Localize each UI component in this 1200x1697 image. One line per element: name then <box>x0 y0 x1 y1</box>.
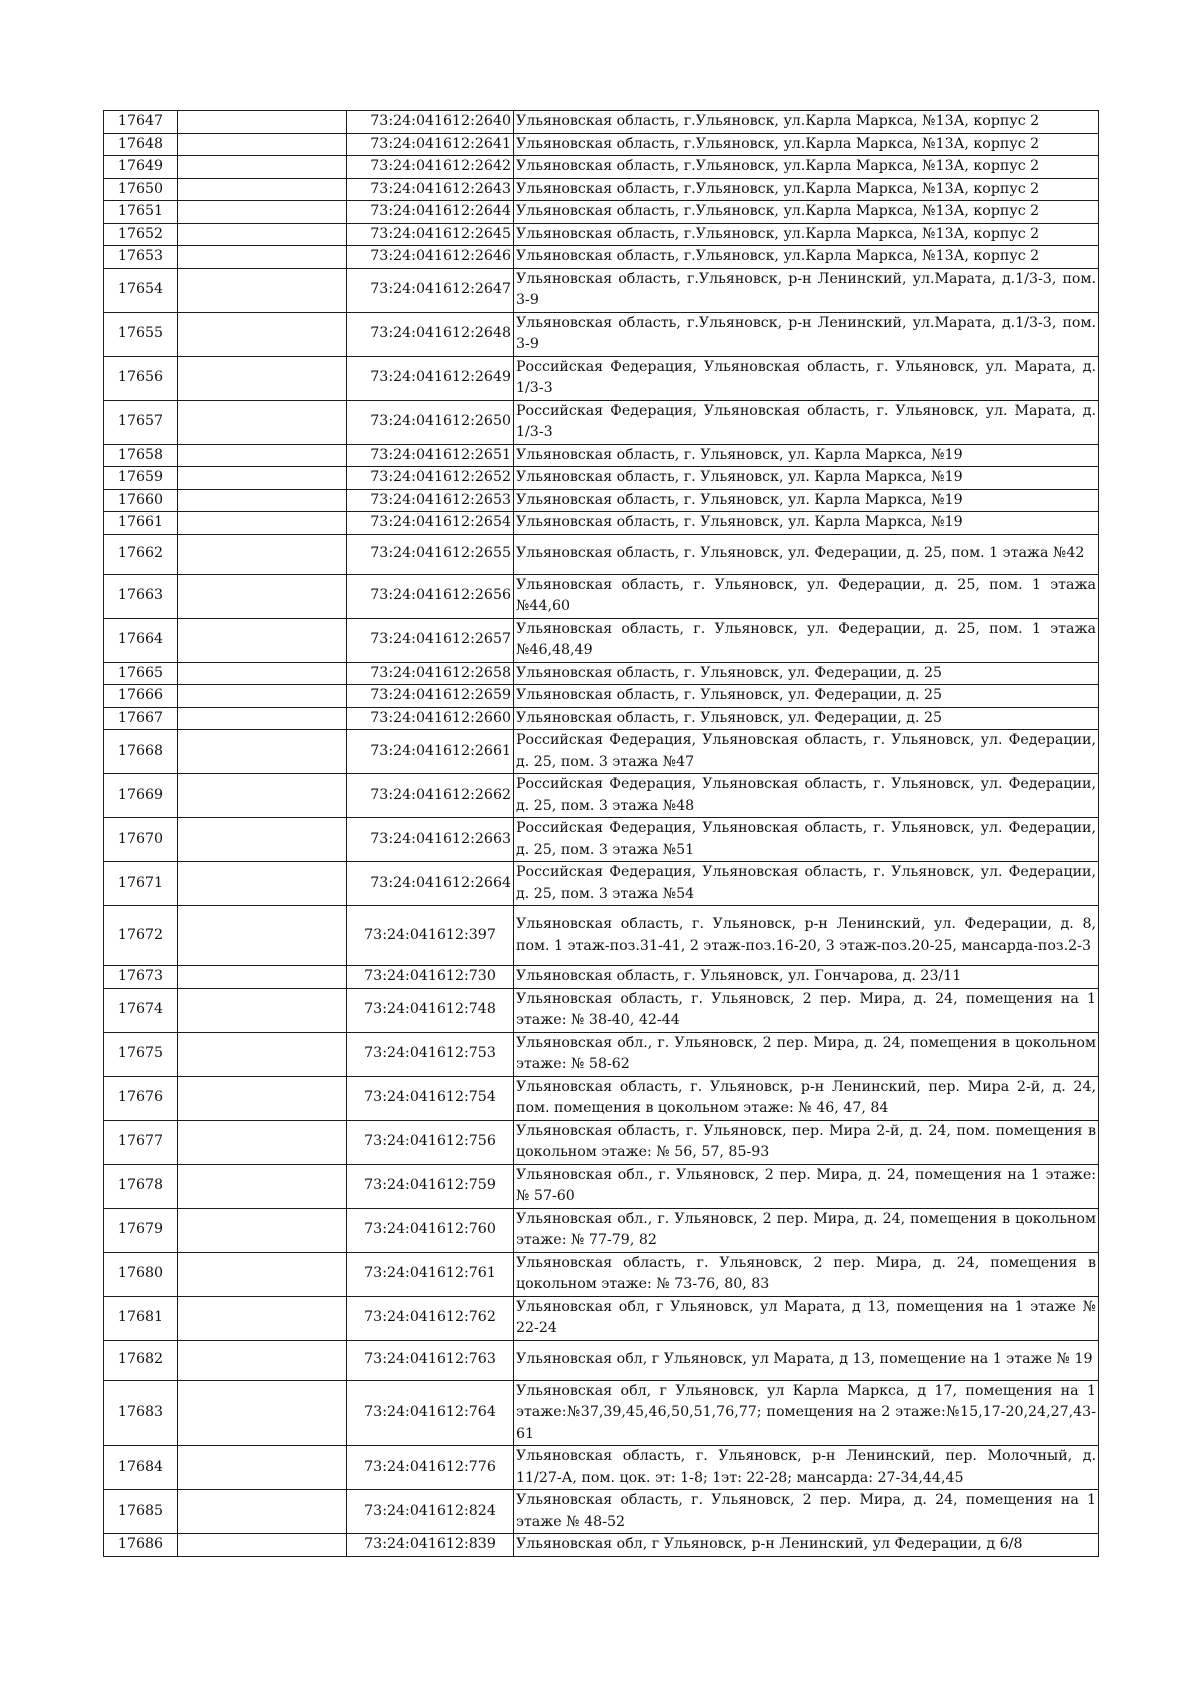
table-row <box>104 246 1099 269</box>
cadastral-number-cell: 73:24:041612:2662 <box>347 774 514 818</box>
table-row <box>104 966 1099 989</box>
address-cell: Ульяновская область, г. Ульяновск, пер. Мира 2-й, д. 24, пом. помещения в цокольном этаже: № 56, 57, 85-93 <box>514 1120 1099 1164</box>
empty-cell <box>178 1340 347 1380</box>
address-cell: Ульяновская область, г. Ульяновск, 2 пер. Мира, д. 24, помещения на 1 этаже № 48-52 <box>514 1490 1099 1534</box>
table-row <box>104 1032 1099 1076</box>
table-row <box>104 201 1099 224</box>
cadastral-number-cell: 73:24:041612:2664 <box>347 862 514 906</box>
address-cell: Ульяновская область, г. Ульяновск, ул. Карла Маркса, №19 <box>514 512 1099 535</box>
table-row <box>104 685 1099 708</box>
row-number-cell: 17670 <box>104 818 178 862</box>
empty-cell <box>178 111 347 134</box>
empty-cell <box>178 574 347 618</box>
empty-cell <box>178 1164 347 1208</box>
row-number-cell: 17650 <box>104 178 178 201</box>
address-cell: Ульяновская область, г.Ульяновск, ул.Карла Маркса, №13А, корпус 2 <box>514 133 1099 156</box>
address-cell: Ульяновская область, г.Ульяновск, ул.Карла Маркса, №13А, корпус 2 <box>514 223 1099 246</box>
cadastral-number-cell: 73:24:041612:2643 <box>347 178 514 201</box>
cadastral-number-cell: 73:24:041612:2656 <box>347 574 514 618</box>
row-number-cell: 17665 <box>104 662 178 685</box>
cadastral-number-cell: 73:24:041612:2659 <box>347 685 514 708</box>
table-row <box>104 512 1099 535</box>
row-number-cell: 17680 <box>104 1252 178 1296</box>
empty-cell <box>178 512 347 535</box>
empty-cell <box>178 618 347 662</box>
cadastral-number-cell: 73:24:041612:754 <box>347 1076 514 1120</box>
table-row <box>104 1164 1099 1208</box>
address-cell: Ульяновская область, г.Ульяновск, р-н Ленинский, ул.Марата, д.1/3-3, пом. 3-9 <box>514 312 1099 356</box>
address-cell: Ульяновская обл., г. Ульяновск, 2 пер. Мира, д. 24, помещения в цокольном этаже: № 58-62 <box>514 1032 1099 1076</box>
table-row <box>104 1120 1099 1164</box>
cadastral-number-cell: 73:24:041612:2648 <box>347 312 514 356</box>
table-row <box>104 1446 1099 1490</box>
table-row <box>104 988 1099 1032</box>
row-number-cell: 17661 <box>104 512 178 535</box>
address-cell: Ульяновская область, г. Ульяновск, ул. Федерации, д. 25 <box>514 662 1099 685</box>
cadastral-number-cell: 73:24:041612:2653 <box>347 489 514 512</box>
cadastral-number-cell: 73:24:041612:2663 <box>347 818 514 862</box>
document-page <box>103 110 1098 1557</box>
cadastral-number-cell: 73:24:041612:2646 <box>347 246 514 269</box>
table-row <box>104 730 1099 774</box>
table-row <box>104 356 1099 400</box>
row-number-cell: 17664 <box>104 618 178 662</box>
empty-cell <box>178 1534 347 1557</box>
empty-cell <box>178 156 347 179</box>
empty-cell <box>178 662 347 685</box>
empty-cell <box>178 1120 347 1164</box>
cadastral-number-cell: 73:24:041612:730 <box>347 966 514 989</box>
empty-cell <box>178 312 347 356</box>
address-cell: Ульяновская область, г. Ульяновск, р-н Ленинский, пер. Мира 2-й, д. 24, пом. помещения в цокольном этаже: № 46, 47, 84 <box>514 1076 1099 1120</box>
empty-cell <box>178 178 347 201</box>
address-cell: Ульяновская область, г. Ульяновск, ул. Федерации, д. 25 <box>514 685 1099 708</box>
row-number-cell: 17673 <box>104 966 178 989</box>
row-number-cell: 17677 <box>104 1120 178 1164</box>
table-row <box>104 111 1099 134</box>
address-cell: Российская Федерация, Ульяновская область, г. Ульяновск, ул. Федерации, д. 25, пом. 3 этажа №48 <box>514 774 1099 818</box>
address-cell: Ульяновская область, г. Ульяновск, ул. Карла Маркса, №19 <box>514 489 1099 512</box>
address-cell: Ульяновская область, г.Ульяновск, ул.Карла Маркса, №13А, корпус 2 <box>514 111 1099 134</box>
cadastral-number-cell: 73:24:041612:776 <box>347 1446 514 1490</box>
cadastral-number-cell: 73:24:041612:759 <box>347 1164 514 1208</box>
address-cell: Ульяновская область, г.Ульяновск, ул.Карла Маркса, №13А, корпус 2 <box>514 246 1099 269</box>
cadastral-number-cell: 73:24:041612:756 <box>347 1120 514 1164</box>
cadastral-number-cell: 73:24:041612:762 <box>347 1296 514 1340</box>
row-number-cell: 17668 <box>104 730 178 774</box>
table-row <box>104 534 1099 574</box>
empty-cell <box>178 1296 347 1340</box>
address-cell: Ульяновская область, г. Ульяновск, ул. Карла Маркса, №19 <box>514 444 1099 467</box>
row-number-cell: 17658 <box>104 444 178 467</box>
empty-cell <box>178 1380 347 1446</box>
empty-cell <box>178 774 347 818</box>
table-row <box>104 223 1099 246</box>
empty-cell <box>178 534 347 574</box>
address-cell: Российская Федерация, Ульяновская область, г. Ульяновск, ул. Марата, д. 1/3-3 <box>514 400 1099 444</box>
cadastral-number-cell: 73:24:041612:2644 <box>347 201 514 224</box>
row-number-cell: 17683 <box>104 1380 178 1446</box>
cadastral-number-cell: 73:24:041612:824 <box>347 1490 514 1534</box>
table-row <box>104 400 1099 444</box>
empty-cell <box>178 223 347 246</box>
table-row <box>104 156 1099 179</box>
row-number-cell: 17666 <box>104 685 178 708</box>
table-row <box>104 1296 1099 1340</box>
address-cell: Ульяновская область, г. Ульяновск, ул. Федерации, д. 25, пом. 1 этажа №44,60 <box>514 574 1099 618</box>
address-cell: Ульяновская обл, г Ульяновск, р-н Ленинский, ул Федерации, д 6/8 <box>514 1534 1099 1557</box>
cadastral-number-cell: 73:24:041612:839 <box>347 1534 514 1557</box>
address-cell: Ульяновская обл, г Ульяновск, ул Марата, д 13, помещения на 1 этаже № 22-24 <box>514 1296 1099 1340</box>
table-row <box>104 906 1099 966</box>
row-number-cell: 17651 <box>104 201 178 224</box>
address-cell: Ульяновская область, г. Ульяновск, р-н Ленинский, пер. Молочный, д. 11/27-А, пом. цок. эт: 1-8; 1эт: 22-28; мансарда: 27-34,44,45 <box>514 1446 1099 1490</box>
address-cell: Ульяновская область, г. Ульяновск, 2 пер. Мира, д. 24, помещения в цокольном этаже: № 73-76, 80, 83 <box>514 1252 1099 1296</box>
row-number-cell: 17653 <box>104 246 178 269</box>
empty-cell <box>178 1208 347 1252</box>
empty-cell <box>178 685 347 708</box>
table-row <box>104 574 1099 618</box>
row-number-cell: 17647 <box>104 111 178 134</box>
row-number-cell: 17669 <box>104 774 178 818</box>
address-cell: Российская Федерация, Ульяновская область, г. Ульяновск, ул. Федерации, д. 25, пом. 3 этажа №54 <box>514 862 1099 906</box>
cadastral-number-cell: 73:24:041612:761 <box>347 1252 514 1296</box>
address-cell: Ульяновская обл, г Ульяновск, ул Карла Маркса, д 17, помещения на 1 этаже:№37,39,45,46,50,51,76,77; помещения на 2 этаже:№15,17-20,24,27,43-61 <box>514 1380 1099 1446</box>
table-row <box>104 1534 1099 1557</box>
address-cell: Ульяновская область, г. Ульяновск, ул. Карла Маркса, №19 <box>514 467 1099 490</box>
empty-cell <box>178 1076 347 1120</box>
table-row <box>104 312 1099 356</box>
cadastral-number-cell: 73:24:041612:2651 <box>347 444 514 467</box>
row-number-cell: 17663 <box>104 574 178 618</box>
table-row <box>104 1252 1099 1296</box>
address-cell: Ульяновская область, г. Ульяновск, ул. Федерации, д. 25 <box>514 707 1099 730</box>
empty-cell <box>178 1490 347 1534</box>
row-number-cell: 17675 <box>104 1032 178 1076</box>
address-cell: Ульяновская область, г.Ульяновск, ул.Карла Маркса, №13А, корпус 2 <box>514 201 1099 224</box>
cadastral-number-cell: 73:24:041612:763 <box>347 1340 514 1380</box>
row-number-cell: 17686 <box>104 1534 178 1557</box>
cadastral-number-cell: 73:24:041612:2652 <box>347 467 514 490</box>
row-number-cell: 17671 <box>104 862 178 906</box>
table-row <box>104 862 1099 906</box>
table-row <box>104 444 1099 467</box>
cadastral-number-cell: 73:24:041612:2661 <box>347 730 514 774</box>
row-number-cell: 17648 <box>104 133 178 156</box>
table-row <box>104 268 1099 312</box>
address-cell: Ульяновская область, г. Ульяновск, 2 пер. Мира, д. 24, помещения на 1 этаже: № 38-40, 42-44 <box>514 988 1099 1032</box>
table-row <box>104 774 1099 818</box>
row-number-cell: 17660 <box>104 489 178 512</box>
cadastral-number-cell: 73:24:041612:753 <box>347 1032 514 1076</box>
address-cell: Ульяновская область, г.Ульяновск, р-н Ленинский, ул.Марата, д.1/3-3, пом. 3-9 <box>514 268 1099 312</box>
table-row <box>104 618 1099 662</box>
empty-cell <box>178 444 347 467</box>
address-cell: Ульяновская область, г.Ульяновск, ул.Карла Маркса, №13А, корпус 2 <box>514 178 1099 201</box>
table-row <box>104 707 1099 730</box>
empty-cell <box>178 268 347 312</box>
address-cell: Ульяновская область, г.Ульяновск, ул.Карла Маркса, №13А, корпус 2 <box>514 156 1099 179</box>
table-row <box>104 133 1099 156</box>
row-number-cell: 17652 <box>104 223 178 246</box>
empty-cell <box>178 1252 347 1296</box>
empty-cell <box>178 1032 347 1076</box>
cadastral-number-cell: 73:24:041612:2658 <box>347 662 514 685</box>
address-cell: Ульяновская обл, г Ульяновск, ул Марата, д 13, помещение на 1 этаже № 19 <box>514 1340 1099 1380</box>
cadastral-number-cell: 73:24:041612:2657 <box>347 618 514 662</box>
row-number-cell: 17674 <box>104 988 178 1032</box>
empty-cell <box>178 489 347 512</box>
cadastral-number-cell: 73:24:041612:2642 <box>347 156 514 179</box>
row-number-cell: 17679 <box>104 1208 178 1252</box>
empty-cell <box>178 356 347 400</box>
table-row <box>104 1208 1099 1252</box>
cadastral-number-cell: 73:24:041612:2654 <box>347 512 514 535</box>
row-number-cell: 17682 <box>104 1340 178 1380</box>
table-row <box>104 178 1099 201</box>
empty-cell <box>178 966 347 989</box>
address-cell: Ульяновская область, г. Ульяновск, ул. Федерации, д. 25, пом. 1 этажа №46,48,49 <box>514 618 1099 662</box>
cadastral-number-cell: 73:24:041612:2640 <box>347 111 514 134</box>
cadastral-number-cell: 73:24:041612:2649 <box>347 356 514 400</box>
row-number-cell: 17655 <box>104 312 178 356</box>
cadastral-number-cell: 73:24:041612:397 <box>347 906 514 966</box>
row-number-cell: 17654 <box>104 268 178 312</box>
address-cell: Ульяновская область, г. Ульяновск, р-н Ленинский, ул. Федерации, д. 8, пом. 1 этаж-поз.31-41, 2 этаж-поз.16-20, 3 этаж-поз.20-25, мансарда-поз.2-3 <box>514 906 1099 966</box>
registry-table <box>103 110 1099 1557</box>
row-number-cell: 17659 <box>104 467 178 490</box>
empty-cell <box>178 133 347 156</box>
table-row <box>104 1076 1099 1120</box>
row-number-cell: 17667 <box>104 707 178 730</box>
row-number-cell: 17678 <box>104 1164 178 1208</box>
empty-cell <box>178 246 347 269</box>
empty-cell <box>178 467 347 490</box>
registry-table-body <box>104 111 1099 1557</box>
address-cell: Российская Федерация, Ульяновская область, г. Ульяновск, ул. Федерации, д. 25, пом. 3 этажа №51 <box>514 818 1099 862</box>
empty-cell <box>178 400 347 444</box>
empty-cell <box>178 730 347 774</box>
empty-cell <box>178 906 347 966</box>
address-cell: Ульяновская обл., г. Ульяновск, 2 пер. Мира, д. 24, помещения в цокольном этаже: № 77-79, 82 <box>514 1208 1099 1252</box>
cadastral-number-cell: 73:24:041612:2655 <box>347 534 514 574</box>
table-row <box>104 662 1099 685</box>
empty-cell <box>178 988 347 1032</box>
empty-cell <box>178 1446 347 1490</box>
empty-cell <box>178 707 347 730</box>
cadastral-number-cell: 73:24:041612:764 <box>347 1380 514 1446</box>
cadastral-number-cell: 73:24:041612:760 <box>347 1208 514 1252</box>
empty-cell <box>178 862 347 906</box>
cadastral-number-cell: 73:24:041612:2660 <box>347 707 514 730</box>
table-row <box>104 489 1099 512</box>
table-row <box>104 467 1099 490</box>
address-cell: Ульяновская область, г. Ульяновск, ул. Федерации, д. 25, пом. 1 этажа №42 <box>514 534 1099 574</box>
empty-cell <box>178 818 347 862</box>
cadastral-number-cell: 73:24:041612:2645 <box>347 223 514 246</box>
row-number-cell: 17656 <box>104 356 178 400</box>
address-cell: Российская Федерация, Ульяновская область, г. Ульяновск, ул. Федерации, д. 25, пом. 3 этажа №47 <box>514 730 1099 774</box>
table-row <box>104 1490 1099 1534</box>
table-row <box>104 818 1099 862</box>
row-number-cell: 17684 <box>104 1446 178 1490</box>
row-number-cell: 17685 <box>104 1490 178 1534</box>
cadastral-number-cell: 73:24:041612:2641 <box>347 133 514 156</box>
row-number-cell: 17676 <box>104 1076 178 1120</box>
empty-cell <box>178 201 347 224</box>
row-number-cell: 17649 <box>104 156 178 179</box>
cadastral-number-cell: 73:24:041612:2650 <box>347 400 514 444</box>
row-number-cell: 17672 <box>104 906 178 966</box>
row-number-cell: 17662 <box>104 534 178 574</box>
address-cell: Ульяновская область, г. Ульяновск, ул. Гончарова, д. 23/11 <box>514 966 1099 989</box>
table-row <box>104 1340 1099 1380</box>
cadastral-number-cell: 73:24:041612:748 <box>347 988 514 1032</box>
cadastral-number-cell: 73:24:041612:2647 <box>347 268 514 312</box>
address-cell: Ульяновская обл., г. Ульяновск, 2 пер. Мира, д. 24, помещения на 1 этаже: № 57-60 <box>514 1164 1099 1208</box>
table-row <box>104 1380 1099 1446</box>
row-number-cell: 17657 <box>104 400 178 444</box>
row-number-cell: 17681 <box>104 1296 178 1340</box>
address-cell: Российская Федерация, Ульяновская область, г. Ульяновск, ул. Марата, д. 1/3-3 <box>514 356 1099 400</box>
